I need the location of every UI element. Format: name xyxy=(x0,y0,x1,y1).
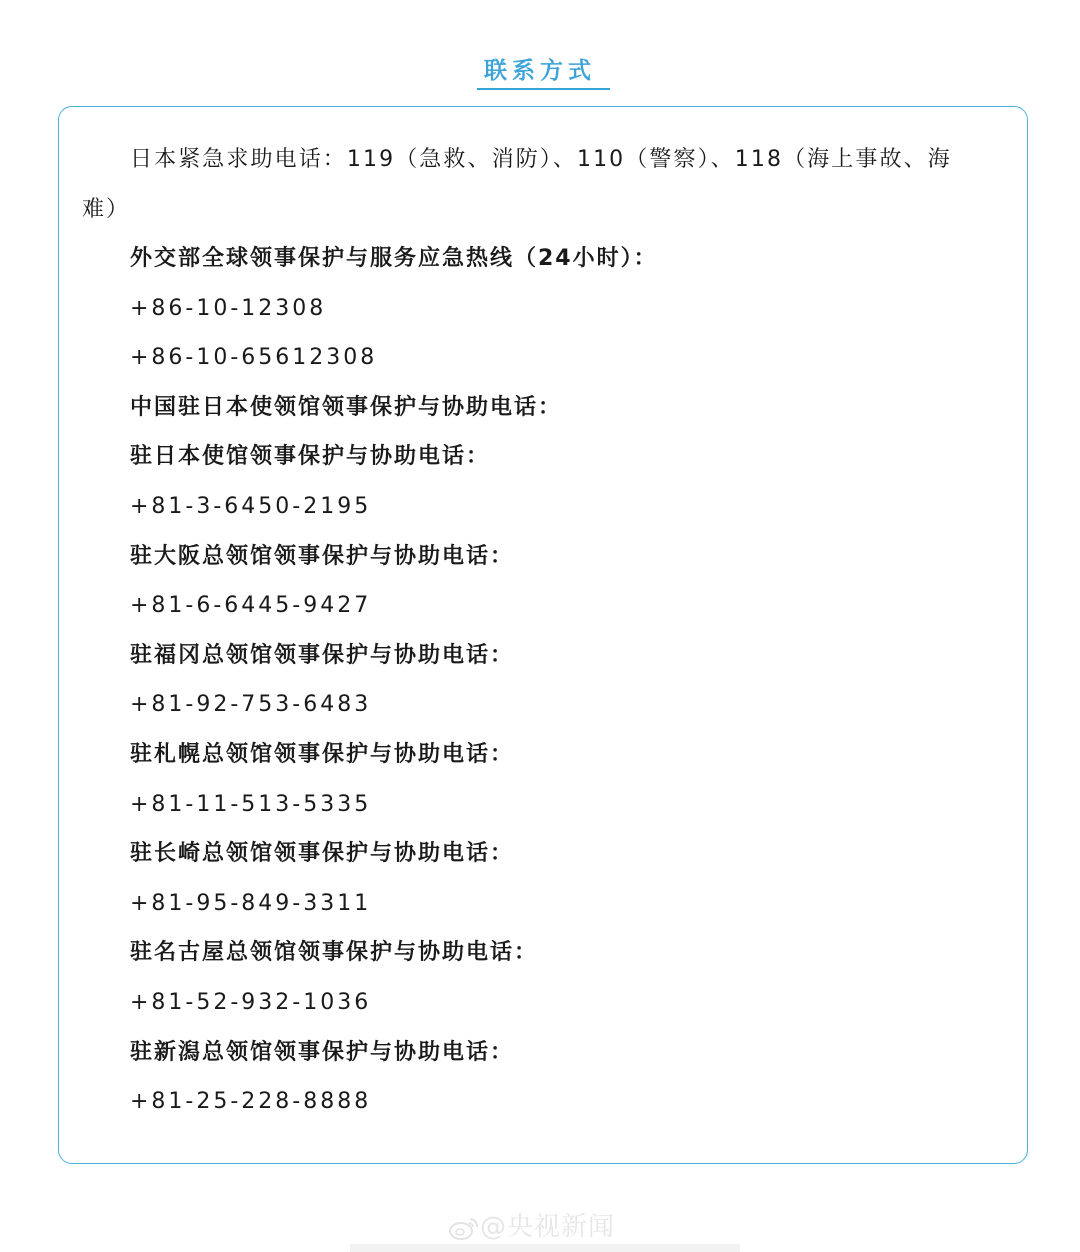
watermark-text: @央视新闻 xyxy=(480,1212,616,1242)
emergency-numbers-line-1: 日本紧急求助电话：119（急救、消防）、110（警察）、118（海上事故、海 xyxy=(130,147,952,172)
contact-heading: 驻长崎总领馆领事保护与协助电话： xyxy=(130,841,515,867)
contact-heading: 驻福冈总领馆领事保护与协助电话： xyxy=(130,642,515,668)
phone-number: +81-52-932-1036 xyxy=(130,990,372,1015)
contact-heading: 驻日本使馆领事保护与协助电话： xyxy=(130,444,491,470)
phone-number: +81-11-513-5335 xyxy=(130,791,372,817)
phone-number: +81-3-6450-2195 xyxy=(130,494,372,519)
phone-number: +86-10-12308 xyxy=(130,295,327,321)
phone-number: +81-6-6445-9427 xyxy=(130,593,372,619)
emergency-numbers-line-2: 难） xyxy=(82,197,131,222)
bottom-bar xyxy=(350,1244,740,1252)
phone-number: +81-25-228-8888 xyxy=(130,1089,372,1115)
weibo-watermark xyxy=(448,1206,615,1243)
weibo-icon xyxy=(448,1215,480,1241)
phone-number: +81-92-753-6483 xyxy=(130,692,372,718)
contact-heading: 驻大阪总领馆领事保护与协助电话： xyxy=(130,543,515,569)
contact-heading: 外交部全球领事保护与服务应急热线（24小时）： xyxy=(130,246,658,271)
section-title: 联系方式 xyxy=(484,58,596,84)
contact-heading: 驻名古屋总领馆领事保护与协助电话： xyxy=(130,940,539,966)
title-underline xyxy=(477,88,610,90)
contact-heading: 驻新潟总领馆领事保护与协助电话： xyxy=(130,1039,515,1065)
phone-number: +81-95-849-3311 xyxy=(130,890,372,916)
phone-number: +86-10-65612308 xyxy=(130,345,378,371)
contact-heading: 驻札幌总领馆领事保护与协助电话： xyxy=(130,742,515,767)
contact-heading: 中国驻日本使领馆领事保护与协助电话： xyxy=(130,394,563,420)
